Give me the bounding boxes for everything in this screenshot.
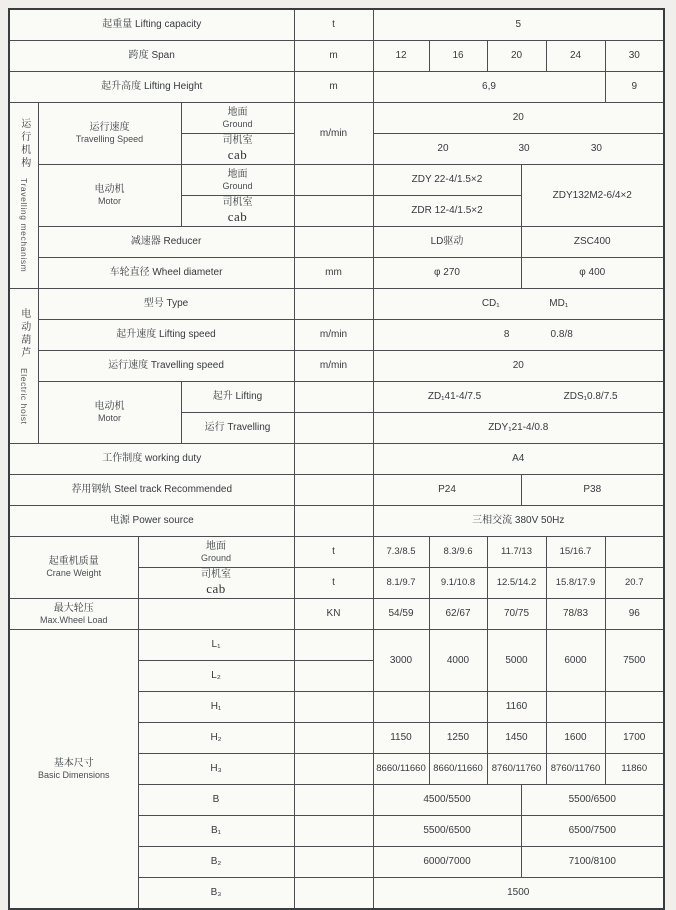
hoist-motor-travelling-value: ZDY₁21-4/0.8 <box>373 413 664 444</box>
dim-unit-empty <box>294 723 373 754</box>
max-wheel-load-value: 70/75 <box>487 599 546 630</box>
max-wheel-load-value: 54/59 <box>373 599 429 630</box>
hoist-lifting-speed-value: 8 <box>503 329 510 340</box>
cab-label-en: cab <box>206 581 226 597</box>
row-working-duty <box>9 444 664 475</box>
row-dim-l1 <box>9 630 664 661</box>
steel-track-unit-empty <box>294 475 373 506</box>
cab-label-zh: 司机室 <box>201 569 231 581</box>
cab-label-en: cab <box>227 209 248 225</box>
dim-b2-left-value: 6000/7000 <box>373 847 521 878</box>
power-source-unit-empty <box>294 506 373 537</box>
dim-l-value: 5000 <box>487 630 546 692</box>
span-value: 16 <box>429 41 487 72</box>
dim-h2-value: 1600 <box>546 723 605 754</box>
crane-weight-unit: t <box>294 537 373 568</box>
max-wheel-load-label-en: Max.Wheel Load <box>39 614 108 625</box>
travel-motor-unit-empty <box>294 165 373 196</box>
dim-unit-empty <box>294 878 373 910</box>
section-electric-hoist-en: Electric hoist <box>18 367 29 425</box>
dim-h3-value: 8760/11760 <box>546 754 605 785</box>
wheel-diameter-right-value: φ 400 <box>521 258 664 289</box>
ground-label-en: Ground <box>200 552 232 563</box>
dim-unit-empty <box>294 754 373 785</box>
dim-unit-empty <box>294 692 373 723</box>
working-duty-label: 工作制度 working duty <box>9 444 294 475</box>
dim-b1-right-value: 6500/7500 <box>521 816 664 847</box>
travel-speed-cab-value: 30 <box>518 143 530 154</box>
hoist-motor-unit-empty <box>294 413 373 444</box>
span-value: 30 <box>605 41 664 72</box>
row-hoist-lifting-speed <box>9 320 664 351</box>
crane-weight-cab-value: 20.7 <box>605 568 664 599</box>
crane-spec-table <box>8 8 665 910</box>
lifting-height-unit: m <box>294 72 373 103</box>
max-wheel-load-value: 96 <box>605 599 664 630</box>
max-wheel-load-sublabel-empty <box>138 599 294 630</box>
dim-b1-label: B₁ <box>138 816 294 847</box>
lifting-height-value-last: 9 <box>605 72 664 103</box>
row-max-wheel-load <box>9 599 664 630</box>
cab-label-zh: 司机室 <box>222 135 253 147</box>
ground-label-en: Ground <box>222 118 253 129</box>
hoist-motor-label-zh: 电动机 <box>94 401 125 413</box>
crane-weight-unit: t <box>294 568 373 599</box>
row-crane-weight-ground <box>9 537 664 568</box>
crane-weight-ground-value: 15/16.7 <box>546 537 605 568</box>
travel-speed-cab-value: 30 <box>590 143 602 154</box>
travel-motor-cab-label <box>181 196 294 227</box>
section-electric-hoist-zh: 电动葫芦 <box>18 307 30 360</box>
travel-speed-ground-label <box>181 103 294 134</box>
power-source-value: 三相交流 380V 50Hz <box>373 506 664 537</box>
travel-motor-right-value: ZDY132M2-6/4×2 <box>521 165 664 227</box>
steel-track-right-value: P38 <box>521 475 664 506</box>
hoist-motor-lifting-value: ZDS₁0.8/7.5 <box>563 391 618 402</box>
dim-h2-value: 1700 <box>605 723 664 754</box>
dim-b2-right-value: 7100/8100 <box>521 847 664 878</box>
steel-track-left-value: P24 <box>373 475 521 506</box>
dim-l-value: 6000 <box>546 630 605 692</box>
wheel-diameter-label: 车轮直径 Wheel diameter <box>38 258 294 289</box>
span-unit: m <box>294 41 373 72</box>
dim-h3-value: 8760/11760 <box>487 754 546 785</box>
cab-label-en: cab <box>227 147 248 163</box>
steel-track-label: 荐用钢轨 Steel track Recommended <box>9 475 294 506</box>
dim-l-value: 3000 <box>373 630 429 692</box>
hoist-type-value: MD₁ <box>549 298 569 309</box>
dim-h3-value: 8660/11660 <box>429 754 487 785</box>
travel-speed-ground-value: 20 <box>373 103 664 134</box>
span-value: 12 <box>373 41 429 72</box>
ground-label-zh: 地面 <box>227 106 248 118</box>
row-reducer <box>9 227 664 258</box>
dim-unit-empty <box>294 661 373 692</box>
dim-h1-value <box>373 692 429 723</box>
dim-b-left-value: 4500/5500 <box>373 785 521 816</box>
dim-h3-value: 11860 <box>605 754 664 785</box>
dim-h1-value <box>605 692 664 723</box>
reducer-label: 减速器 Reducer <box>38 227 294 258</box>
dim-b3-value: 1500 <box>373 878 664 910</box>
wheel-diameter-left-value: φ 270 <box>373 258 521 289</box>
lifting-capacity-value: 5 <box>373 9 664 41</box>
dim-unit-empty <box>294 785 373 816</box>
row-hoist-motor-lifting <box>9 382 664 413</box>
crane-weight-ground-value: 8.3/9.6 <box>429 537 487 568</box>
dim-h1-value: 1160 <box>487 692 546 723</box>
travel-motor-unit-empty <box>294 196 373 227</box>
travel-speed-label <box>38 103 181 165</box>
travel-speed-cab-values <box>373 134 664 165</box>
hoist-type-value: CD₁ <box>481 298 500 309</box>
ground-label-zh: 地面 <box>206 540 226 552</box>
working-duty-unit-empty <box>294 444 373 475</box>
crane-weight-label-zh: 起重机质量 <box>48 556 99 568</box>
dim-h3-value: 8660/11660 <box>373 754 429 785</box>
crane-weight-ground-value: 7.3/8.5 <box>373 537 429 568</box>
hoist-type-label: 型号 Type <box>38 289 294 320</box>
hoist-motor-unit-empty <box>294 382 373 413</box>
lifting-height-value-main: 6,9 <box>373 72 605 103</box>
dim-unit-empty <box>294 816 373 847</box>
crane-weight-cab-value: 8.1/9.7 <box>373 568 429 599</box>
row-travel-motor-ground <box>9 165 664 196</box>
travel-motor-cab-value: ZDR 12-4/1.5×2 <box>373 196 521 227</box>
hoist-lifting-speed-label: 起升速度 Lifting speed <box>38 320 294 351</box>
dim-l-value: 7500 <box>605 630 664 692</box>
travel-speed-unit: m/min <box>294 103 373 165</box>
max-wheel-load-value: 62/67 <box>429 599 487 630</box>
section-travelling-mechanism-en: Travelling mechanism <box>18 178 29 273</box>
power-source-label: 电源 Power source <box>9 506 294 537</box>
hoist-travelling-speed-unit: m/min <box>294 351 373 382</box>
dim-b3-label: B₃ <box>138 878 294 910</box>
hoist-travelling-speed-label: 运行速度 Travelling speed <box>38 351 294 382</box>
lifting-capacity-unit: t <box>294 9 373 41</box>
dim-h2-label: H₂ <box>138 723 294 754</box>
hoist-motor-lifting-label: 起升 Lifting <box>181 382 294 413</box>
travel-speed-cab-value: 20 <box>437 143 449 154</box>
dim-unit-empty <box>294 630 373 661</box>
row-travel-speed-ground <box>9 103 664 134</box>
reducer-unit-empty <box>294 227 373 258</box>
dim-b-right-value: 5500/6500 <box>521 785 664 816</box>
span-value: 20 <box>487 41 546 72</box>
row-hoist-type <box>9 289 664 320</box>
crane-weight-cab-value: 15.8/17.9 <box>546 568 605 599</box>
max-wheel-load-unit: KN <box>294 599 373 630</box>
dim-unit-empty <box>294 847 373 878</box>
max-wheel-load-value: 78/83 <box>546 599 605 630</box>
crane-weight-ground-value: 11.7/13 <box>487 537 546 568</box>
dim-h3-label: H₃ <box>138 754 294 785</box>
travel-motor-label <box>38 165 181 227</box>
working-duty-value: A4 <box>373 444 664 475</box>
travel-speed-label-zh: 运行速度 <box>89 122 130 134</box>
dim-h1-value <box>429 692 487 723</box>
hoist-type-values <box>373 289 664 320</box>
dim-l2-label: L₂ <box>138 661 294 692</box>
section-travelling-mechanism-zh: 运行机构 <box>18 118 30 171</box>
crane-weight-cab-value: 9.1/10.8 <box>429 568 487 599</box>
row-hoist-travelling-speed <box>9 351 664 382</box>
hoist-lifting-speed-values <box>373 320 664 351</box>
section-travelling-mechanism <box>9 103 38 289</box>
row-wheel-diameter <box>9 258 664 289</box>
dim-l-value: 4000 <box>429 630 487 692</box>
basic-dimensions-label-en: Basic Dimensions <box>37 769 110 780</box>
wheel-diameter-unit: mm <box>294 258 373 289</box>
crane-weight-cab-value: 12.5/14.2 <box>487 568 546 599</box>
max-wheel-load-label-zh: 最大轮压 <box>53 602 94 614</box>
dim-b-label: B <box>138 785 294 816</box>
travel-speed-label-en: Travelling Speed <box>75 134 144 145</box>
row-steel-track <box>9 475 664 506</box>
dim-b2-label: B₂ <box>138 847 294 878</box>
span-value: 24 <box>546 41 605 72</box>
crane-weight-cab-label <box>138 568 294 599</box>
hoist-motor-lifting-values <box>373 382 664 413</box>
travel-motor-ground-label <box>181 165 294 196</box>
reducer-right-value: ZSC400 <box>521 227 664 258</box>
row-power-source <box>9 506 664 537</box>
section-electric-hoist <box>9 289 38 444</box>
travel-speed-cab-label <box>181 134 294 165</box>
dim-h2-value: 1150 <box>373 723 429 754</box>
dim-l1-label: L₁ <box>138 630 294 661</box>
crane-weight-label <box>9 537 138 599</box>
hoist-travelling-speed-value: 20 <box>373 351 664 382</box>
crane-weight-label-en: Crane Weight <box>46 568 102 579</box>
hoist-motor-label <box>38 382 181 444</box>
dim-h2-value: 1250 <box>429 723 487 754</box>
dim-h2-value: 1450 <box>487 723 546 754</box>
dim-b1-left-value: 5500/6500 <box>373 816 521 847</box>
row-lifting-height <box>9 72 664 103</box>
row-span <box>9 41 664 72</box>
reducer-left-value: LD驱动 <box>373 227 521 258</box>
cab-label-zh: 司机室 <box>222 197 253 209</box>
row-lifting-capacity <box>9 9 664 41</box>
dim-h1-value <box>546 692 605 723</box>
basic-dimensions-label-zh: 基本尺寸 <box>53 757 94 769</box>
hoist-motor-travelling-label: 运行 Travelling <box>181 413 294 444</box>
max-wheel-load-label <box>9 599 138 630</box>
hoist-motor-label-en: Motor <box>97 413 121 424</box>
hoist-motor-lifting-value: ZD₁41-4/7.5 <box>427 391 482 402</box>
travel-motor-label-zh: 电动机 <box>94 184 125 196</box>
crane-weight-ground-value <box>605 537 664 568</box>
ground-label-zh: 地面 <box>227 168 248 180</box>
hoist-type-unit-empty <box>294 289 373 320</box>
travel-motor-label-en: Motor <box>97 196 121 207</box>
lifting-height-label: 起升高度 Lifting Height <box>9 72 294 103</box>
hoist-lifting-speed-unit: m/min <box>294 320 373 351</box>
hoist-lifting-speed-value: 0.8/8 <box>550 329 573 340</box>
lifting-capacity-label: 起重量 Lifting capacity <box>9 9 294 41</box>
travel-motor-ground-value: ZDY 22-4/1.5×2 <box>373 165 521 196</box>
dim-h1-label: H₁ <box>138 692 294 723</box>
ground-label-en: Ground <box>222 180 253 191</box>
span-label: 跨度 Span <box>9 41 294 72</box>
basic-dimensions-label <box>9 630 138 910</box>
crane-weight-ground-label <box>138 537 294 568</box>
